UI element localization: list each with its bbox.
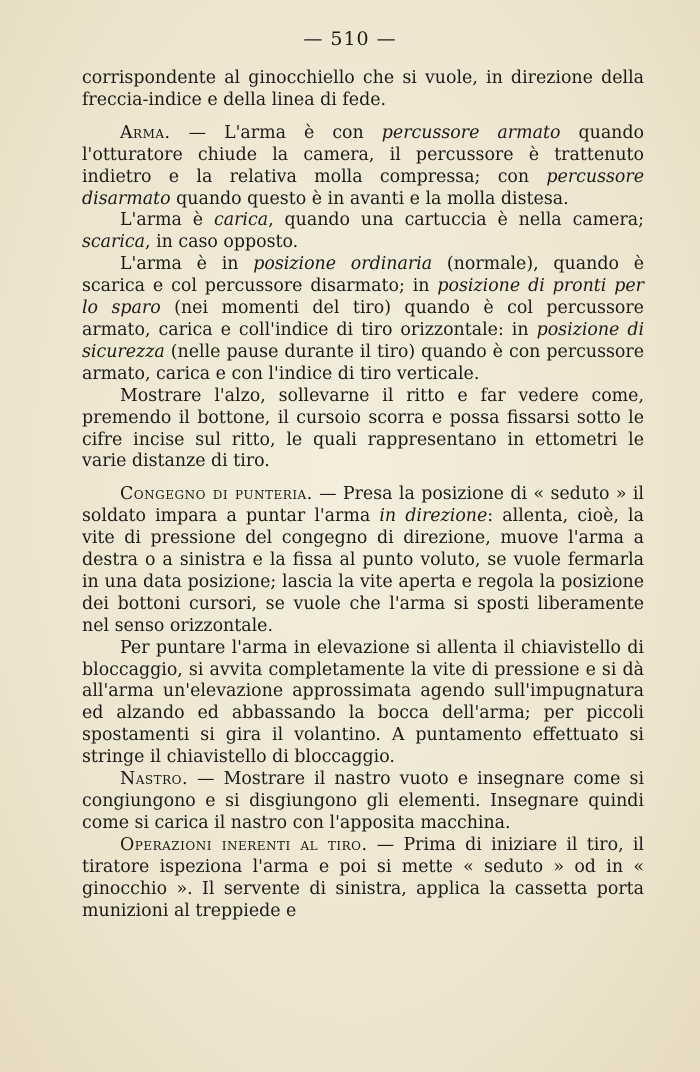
- paragraph-arma: Arma. — L'arma è con percussore armato quando l'otturatore chiude la camera, il percussore è trattenuto indietro e la relativa molla compressa; con percussore disarmato quando questo è in avanti e la molla distesa.: [82, 122, 644, 209]
- section-heading-arma: Arma.: [120, 122, 171, 143]
- paragraph-posizioni: L'arma è in posizione ordinaria (normale), quando è scarica e col percussore disarmato; in posizione di pronti per lo sparo (nei momenti del tiro) quando è col percussore armato, carica e coll'indice di tiro orizzontale: in posizione di sicurezza (nelle pause durante il tiro) quando è con percussore armato, carica e con l'indice di tiro verticale.: [82, 254, 645, 384]
- paragraph-alzo: Mostrare l'alzo, sollevarne il ritto e far vedere come, premendo il bottone, il cursoio scorra e possa fissarsi sotto le cifre incise sul ritto, le quali rappresentano in ettometri le varie distanze di tiro.: [82, 385, 644, 472]
- paragraph-continuation: corrispondente al ginocchiello che si vuole, in direzione della freccia-indice e della linea di fede.: [82, 68, 644, 110]
- page-body: [82, 68, 644, 922]
- paragraph-carica: L'arma è carica, quando una cartuccia è nella camera; scarica, in caso opposto.: [82, 210, 644, 253]
- paragraph-nastro: Nastro. — Mostrare il nastro vuoto e insegnare come si congiungono e si disgiungono gli elementi. Insegnare quindi come si carica il nastro con l'apposita macchina.: [82, 769, 644, 833]
- paragraph-congegno: Congegno di punteria. — Presa la posizione di « seduto » il soldato impara a puntar l'arma in direzione: allenta, cioè, la vite di pressione del congegno di direzione, muove l'arma a destra o a sinistra e la fissa al punto voluto, se vuole fermarla in una data posizione; lascia la vite aperta e regola la posizione dei bottoni cursori, se vuole che l'arma si sposti liberamente nel senso orizzontale.: [82, 484, 644, 636]
- page-number: — 510 —: [303, 28, 397, 50]
- paragraph-elevazione: Per puntare l'arma in elevazione si allenta il chiavistello di bloccaggio, si avvita completamente la vite di pressione e si dà all'arma un'elevazione approssimata agendo sull'impugnatura ed alzando ed abbassando la bocca dell'arma; per piccoli spostamenti si gira il volantino. A puntamento effettuato si stringe il chiavistello di bloccaggio.: [82, 637, 644, 768]
- section-heading-nastro: Nastro.: [120, 769, 189, 790]
- section-heading-operazioni: Operazioni inerenti al tiro.: [120, 834, 368, 855]
- section-heading-congegno: Congegno di punteria.: [120, 484, 313, 505]
- paragraph-operazioni: Operazioni inerenti al tiro. — Prima di iniziare il tiro, il tiratore ispeziona l'arma e poi si mette « seduto » od in « ginocchio ». Il servente di sinistra, applica la cassetta porta munizioni al treppiede e: [82, 834, 644, 921]
